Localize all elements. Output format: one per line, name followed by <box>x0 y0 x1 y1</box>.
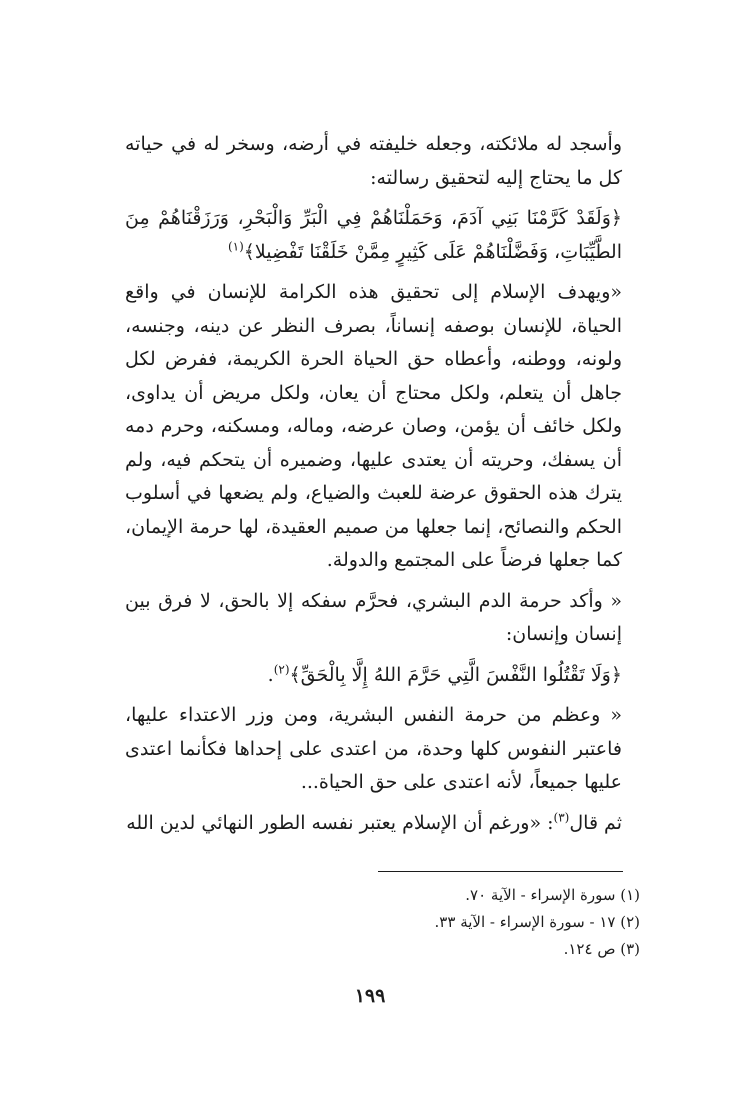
paragraph-2: «ويهدف الإسلام إلى تحقيق هذه الكرامة للإنسان في واقع الحياة، للإنسان بوصفه إنساناً، بصرف النظر عن دينه، وجنسه، ولونه، ووطنه، وأعطاه حق الحياة الحرة الكريمة، ففرض لكل جاهل أن يتعلم، ولكل محتاج أن يعان، ولكل مريض أن يداوى، ولكل خائف أن يؤمن، وصان عرضه، وماله، ومسكنه، وحرم دمه أن يسفك، وحريته أن يعتدى عليها، وضميره أن يتحكم فيه، ولم يترك هذه الحقوق عرضة للعبث والضياع، ولم يضعها في أسلوب الحكم والنصائح، إنما جعلها من صميم العقيدة، لها حرمة الإيمان، كما جعلها فرضاً على المجتمع والدولة. <box>125 281 622 571</box>
page-number: ١٩٩ <box>354 985 386 1007</box>
quran-quote-2 <box>125 659 622 693</box>
footnote-2: (٢) ١٧ - سورة الإسراء - الآية ٣٣. <box>434 913 640 931</box>
quran-quote-2-text: ﴿وَلَا تَقْتُلُوا النَّفْسَ الَّتِي حَرَّمَ اللهُ إِلَّا بِالْحَقِّ﴾ <box>289 663 622 686</box>
footnote-1: (١) سورة الإسراء - الآية ٧٠. <box>465 886 640 904</box>
page-body <box>125 128 622 847</box>
paragraph-3: « وأكد حرمة الدم البشري، فحرَّم سفكه إلا بالحق، لا فرق بين إنسان وإنسان: <box>125 589 622 645</box>
paragraph-5-rest: : «ورغم أن الإسلام يعتبر نفسه الطور النهائي لدين الله <box>126 811 554 834</box>
footnotes <box>300 882 640 963</box>
quran-quote-2-end: . <box>267 663 274 686</box>
quran-quote-1-text: ﴿وَلَقَدْ كَرَّمْنَا بَنِي آدَمَ، وَحَمَلْنَاهُمْ فِي الْبَرِّ وَالْبَحْرِ، وَرَزَقْنَاهُمْ مِنَ الطَّيِّبَاتِ، وَفَضَّلْنَاهُمْ عَلَى كَثِيرٍ مِمَّنْ خَلَقْنَا تَفْضِيلا﴾ <box>125 207 622 263</box>
footnote-ref-2: (٢) <box>273 662 290 677</box>
footnote-divider <box>378 871 623 872</box>
footnote-ref-3: (٣) <box>553 810 570 825</box>
quran-quote-1 <box>125 202 622 269</box>
paragraph-5-start: ثم قال <box>569 811 622 834</box>
paragraph-5 <box>125 807 622 841</box>
paragraph-1: وأسجد له ملائكته، وجعله خليفته في أرضه، وسخر له في حياته كل ما يحتاج إليه لتحقيق رسالته: <box>125 133 622 189</box>
footnote-ref-1: (١) <box>227 239 244 254</box>
footnote-3: (٣) ص ١٢٤. <box>563 940 640 958</box>
paragraph-4: « وعظم من حرمة النفس البشرية، ومن وزر الاعتداء عليها، فاعتبر النفوس كلها وحدة، من اعتدى على إحداها فكأنما اعتدى عليها جميعاً، لأنه اعتدى على حق الحياة... <box>125 704 622 793</box>
